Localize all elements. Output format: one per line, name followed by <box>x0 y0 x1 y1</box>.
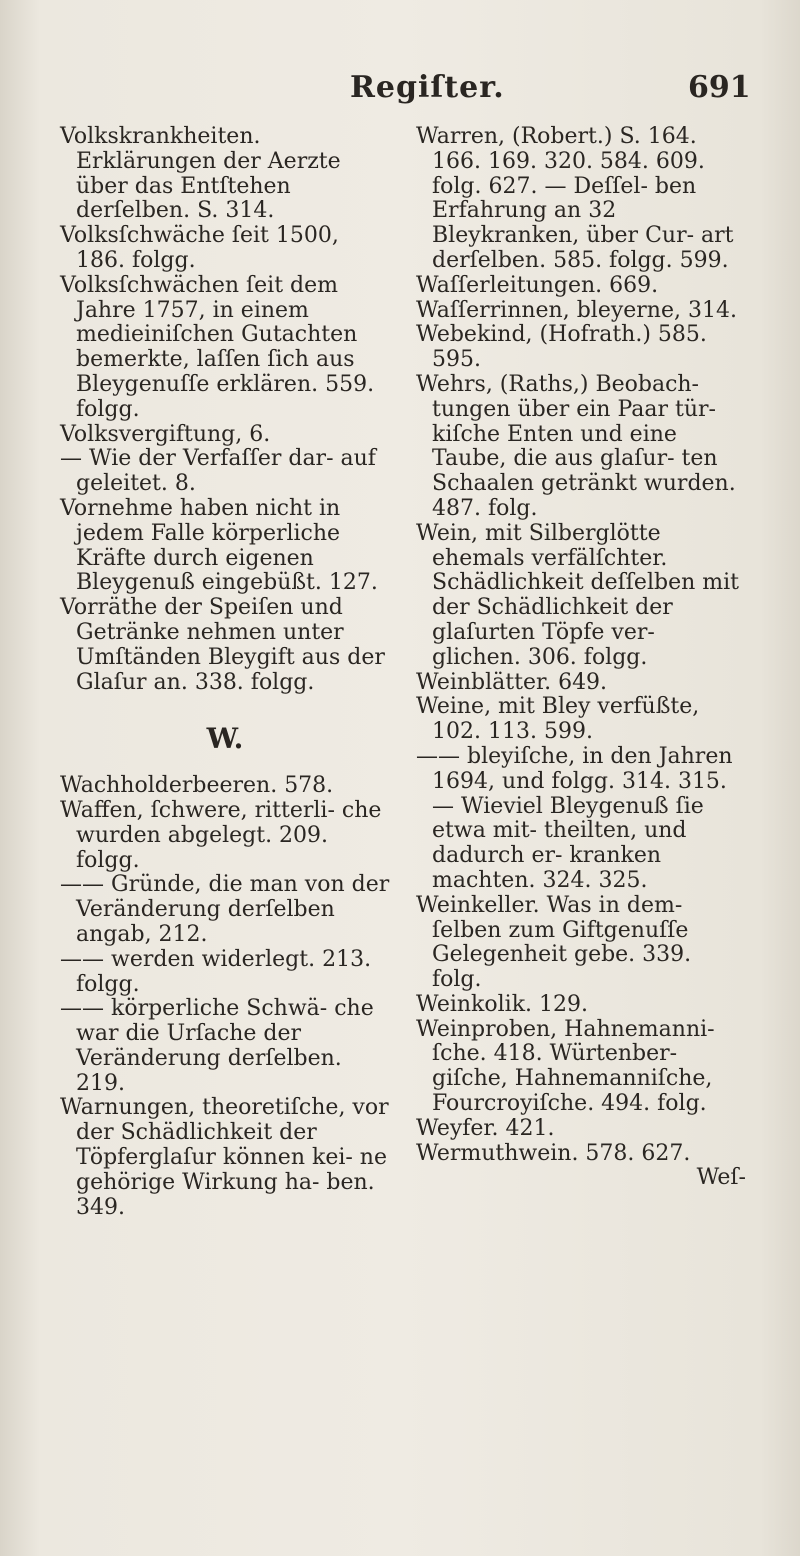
page-header <box>0 70 800 110</box>
index-entry: Wachholderbeeren. 578. <box>60 773 334 799</box>
index-entry: Weinblätter. 649. <box>416 669 608 695</box>
index-entry: —— Gründe, die man von der Veränderung derſelben angab, 212. <box>60 872 390 947</box>
index-entry: Volksvergiftung, 6. <box>60 421 271 447</box>
index-entry: Waſſerrinnen, bleyerne, 314. <box>416 297 737 323</box>
section-letter: W. <box>206 722 244 756</box>
left-entries-after <box>60 774 390 1220</box>
index-entry: Weine, mit Bley verfüßte, 102. 113. 599. <box>416 694 700 745</box>
left-entries-before <box>60 125 390 695</box>
index-entry: Weyfer. 421. <box>416 1115 555 1141</box>
right-column <box>416 125 746 1191</box>
index-entry: Vornehme haben nicht in jedem Falle körperliche Kräfte durch eigenen Bleygenuß eingebüßt. 127. <box>60 495 378 596</box>
index-entry: Waſſerleitungen. 669. <box>416 272 659 298</box>
index-entry: Volksſchwäche ſeit 1500, 186. folgg. <box>60 223 339 273</box>
index-entry: Webekind, (Hofrath.) 585. 595. <box>416 322 707 373</box>
index-entry: —— bleyiſche, in den Jahren 1694, und folgg. 314. 315. — Wieviel Bleygenuß ſie etwa mit- theilten, und dadurch er- kranken machten. 324. 325. <box>416 743 733 893</box>
index-entry: Warnungen, theoretiſche, vor der Schädlichkeit der Töpferglaſur können kei- ne gehörige Wirkung ha- ben. 349. <box>60 1095 389 1220</box>
index-entry: Wehrs, (Raths,) Beobach- tungen über ein Paar tür- kiſche Enten und eine Taube, die aus glaſur- ten Schaalen getränkt wurden. 487. folg. <box>416 371 736 521</box>
index-entry: Wermuthwein. 578. 627. <box>416 1140 691 1166</box>
index-entry: Warren, (Robert.) S. 164. 166. 169. 320. 584. 609. folg. 627. — Deſſel- ben Erfahrung an 32 Bleykranken, über Cur- art derſelben. 585. folgg. 599. <box>416 124 734 273</box>
index-entry: Wein, mit Silberglötte ehemals verfälſchter. Schädlichkeit deſſelben mit der Schädlichkeit der glaſurten Töpfe ver- glichen. 306. folgg. <box>416 520 739 670</box>
index-entry: —— körperliche Schwä- che war die Urſache der Veränderung derſelben. 219. <box>60 996 374 1096</box>
running-title: Regiſter. <box>350 70 505 105</box>
index-entry: Weinkeller. Was in dem- ſelben zum Giftgenuſſe Gelegenheit gebe. 339. folg. <box>416 892 692 993</box>
index-entry: Volksſchwächen ſeit dem Jahre 1757, in einem medieiniſchen Gutachten bemerkte, laſſen ſich aus Bleygenuſſe erklären. 559. folgg. <box>60 272 375 422</box>
index-entry: Waffen, ſchwere, ritterli- che wurden abgelegt. 209. folgg. <box>60 797 382 873</box>
left-column <box>60 125 390 1220</box>
index-entry: — Wie der Verfaſſer dar- auf geleitet. 8. <box>60 446 376 497</box>
index-entry: Vorräthe der Speiſen und Getränke nehmen unter Umſtänden Bleygift aus der Glaſur an. 338. folgg. <box>60 595 385 695</box>
index-entry: —— werden widerlegt. 213. folgg. <box>60 946 372 997</box>
page-number: 691 <box>688 70 751 105</box>
index-entry: Weinproben, Hahnemanni- ſche. 418. Würtenber- giſche, Hahnemanniſche, Fourcroyiſche. 494. folg. <box>416 1016 715 1117</box>
index-entry: Volkskrankheiten. Erklärungen der Aerzte über das Entſtehen derſelben. S. 314. <box>60 124 341 224</box>
index-entry: Weinkolik. 129. <box>416 991 588 1017</box>
catchword: Weſ- <box>696 1165 746 1191</box>
